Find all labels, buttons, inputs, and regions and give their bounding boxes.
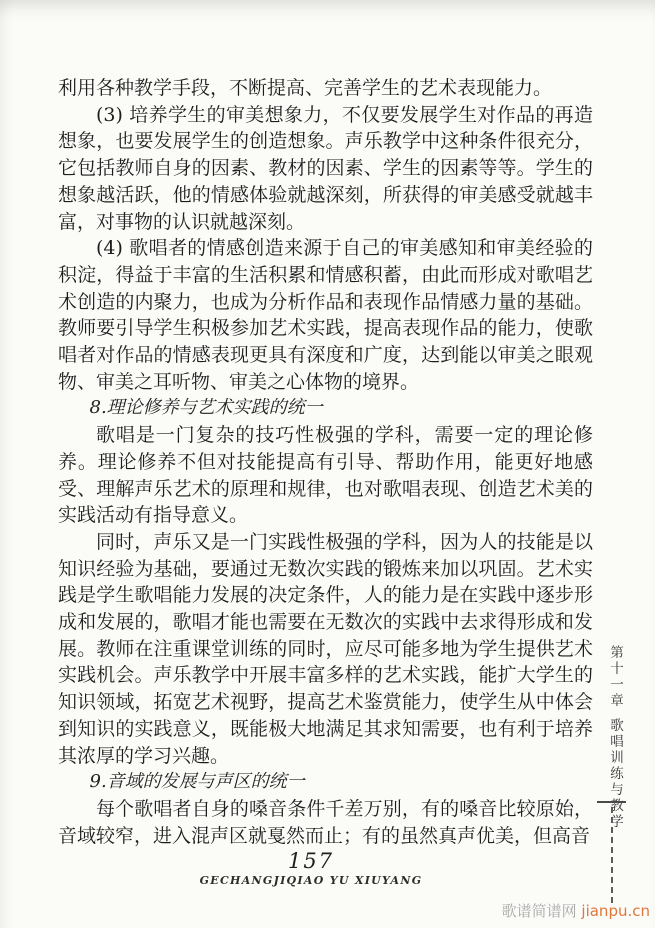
watermark-site-name: 歌谱简谱网 <box>501 902 577 920</box>
side-tab-underline <box>597 801 626 803</box>
paragraph-practice: 同时，声乐又是一门实践性极强的学科，因为人的技能是以知识经验为基础，要通过无数次实践的锻炼来加以巩固。艺术实践是学生歌唱能力发展的决定条件，人的能力是在实践中逐步形成和发展的，歌唱才能也需要在无数次的实践中去求得形成和发展。教师在注重课堂训练的同时，应尽可能多地为学生提供艺术实践机会。声乐教学中开展丰富多样的艺术实践，能扩大学生的知识领域，拓宽艺术视野，提高艺术鉴赏能力，使学生从中体会到知识的实践意义，既能极大地满足其求知需要，也有利于培养其浓厚的学习兴趣。 <box>58 530 593 767</box>
book-title-pinyin: GECHANGJIQIAO YU XIUYANG <box>199 874 423 887</box>
paragraph-point-4: (4) 歌唱者的情感创造来源于自己的审美感知和审美经验的积淀，得益于丰富的生活积累和情感积蓄，由此而形成对歌唱艺术创造的内聚力，也成为分析作品和表现作品情感力量的基础。教师要引导学生积极参加艺术实践，提高表现作品的能力，使歌唱者对作品的情感表现更具有深度和广度，达到能以审美之眼观物、审美之耳听物、审美之心体物的境界。 <box>58 237 593 393</box>
watermark-site-url: jianpu.cn <box>581 902 650 920</box>
section-heading-8: 8.理论修养与艺术实践的统一 <box>89 397 323 419</box>
chapter-number: 第十一章 <box>607 645 623 709</box>
side-tab-dashed-leader <box>611 807 613 903</box>
page-body-text <box>58 75 593 849</box>
site-watermark <box>502 900 650 921</box>
paragraph-voice-range: 每个歌唱者自身的嗓音条件千差万别，有的嗓音比较原始，音域较窄，进入混声区就戛然而止；有的虽然真声优美，但高音 <box>58 797 593 847</box>
paragraph-theory: 歌唱是一门复杂的技巧性极强的学科，需要一定的理论修养。理论修养不但对技能提高有引导、帮助作用，能更好地感受、理解声乐艺术的原理和规律，也对歌唱表现、创造艺术美的实践活动有指导意义。 <box>58 424 593 527</box>
chapter-title: 歌唱训练与教学 <box>607 718 623 830</box>
paragraph-continuation: 利用各种教学手段，不断提高、完善学生的艺术表现能力。 <box>58 77 553 99</box>
page-number: 157 <box>287 849 335 873</box>
paragraph-point-3: (3) 培养学生的审美想象力，不仅要发展学生对作品的再造想象，也要发展学生的创造想象。声乐教学中这种条件很充分，它包括教师自身的因素、教材的因素、学生的因素等等。学生的想象越活跃，他的情感体验就越深刻，所获得的审美感受就越丰富，对事物的认识就越深刻。 <box>58 103 593 233</box>
section-heading-9: 9.音域的发展与声区的统一 <box>89 771 305 793</box>
